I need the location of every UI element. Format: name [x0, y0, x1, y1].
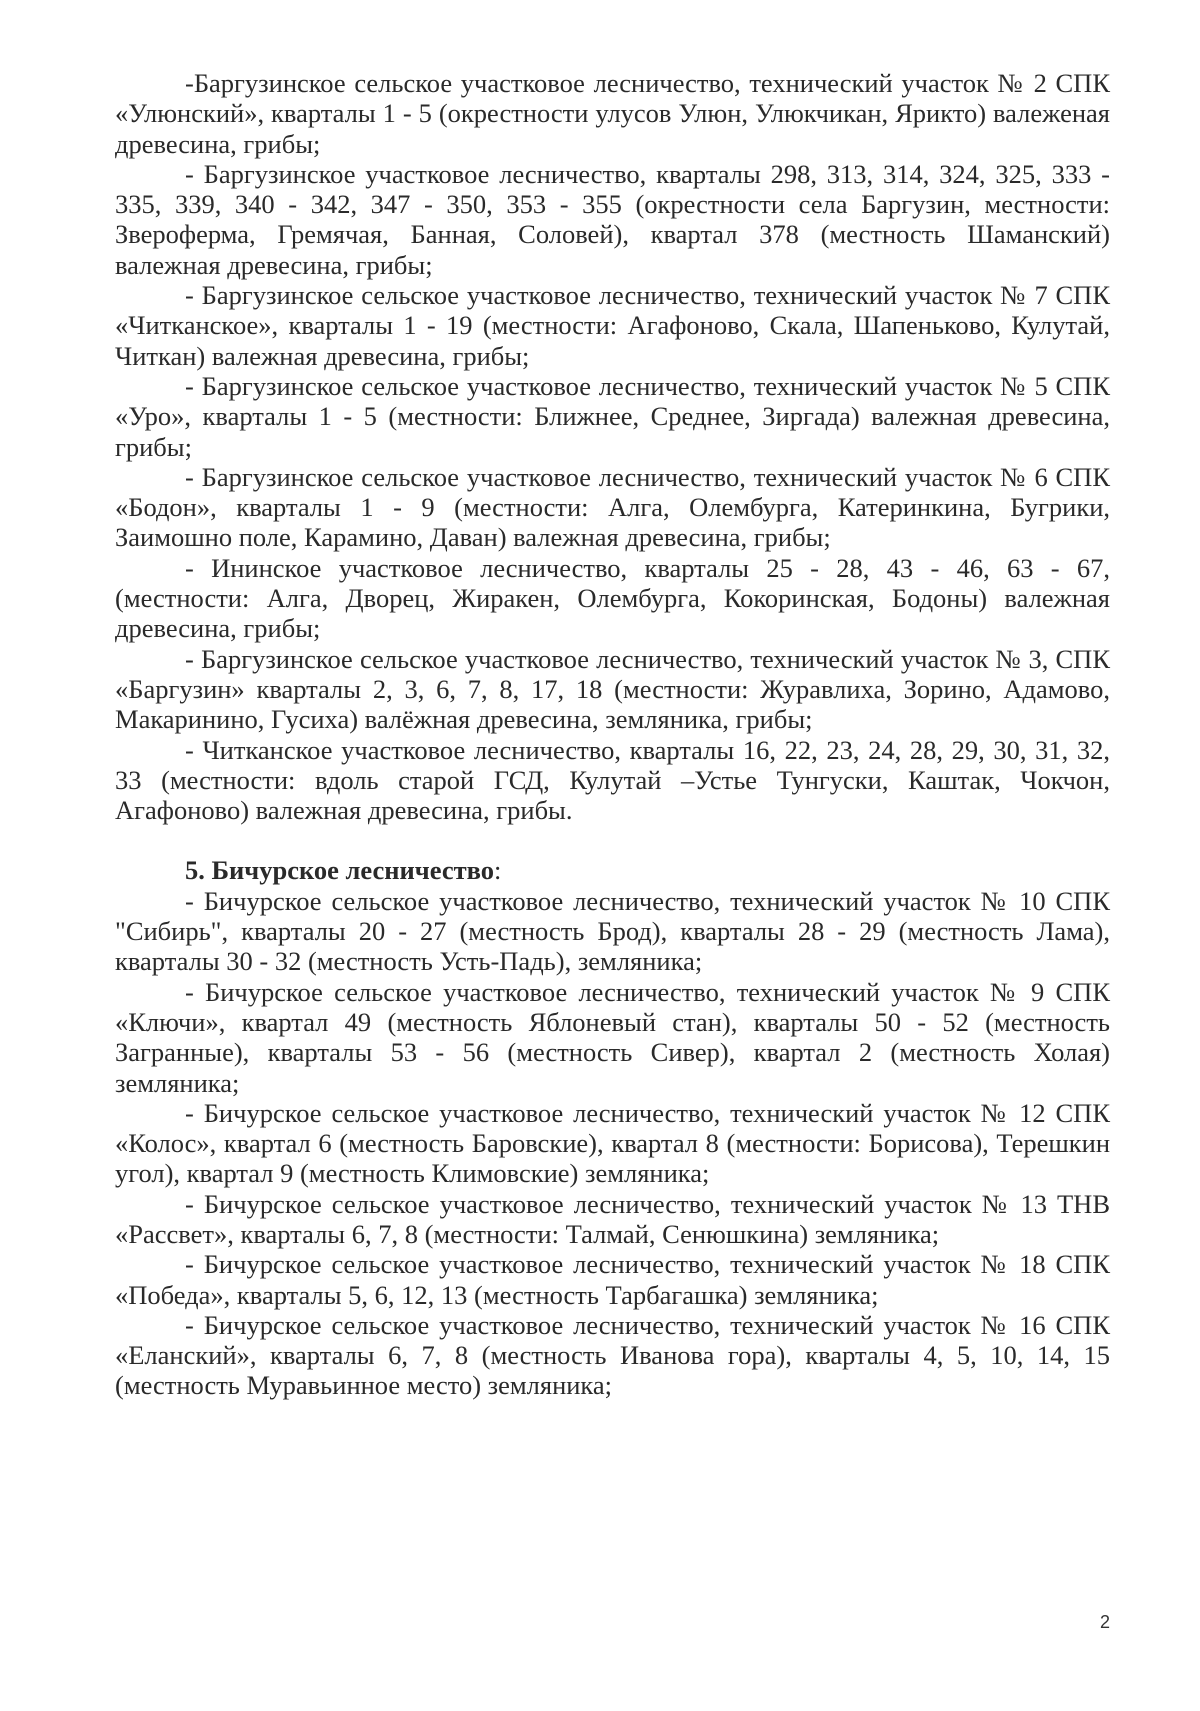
- paragraph-barguzin-uro: - Баргузинское сельское участковое лесничество, технический участок № 5 СПК «Уро», кварталы 1 - 5 (местности: Ближнее, Среднее, Зиргада) валежная древесина, грибы;: [115, 370, 1110, 462]
- section-4-continued: [115, 68, 1110, 825]
- section-5-title: 5. Бичурское лесничество: [185, 855, 494, 886]
- paragraph-bichur-rassvet: - Бичурское сельское участковое лесничество, технический участок № 13 ТНВ «Рассвет», кварталы 6, 7, 8 (местности: Талмай, Сенюшкина) земляника;: [115, 1188, 1110, 1249]
- paragraph-bichur-pobeda: - Бичурское сельское участковое лесничество, технический участок № 18 СПК «Победа», кварталы 5, 6, 12, 13 (местность Тарбагашка) земляника;: [115, 1249, 1110, 1310]
- paragraph-barguzin-bodon: - Баргузинское сельское участковое лесничество, технический участок № 6 СПК «Бодон», кварталы 1 - 9 (местности: Алга, Олембурга, Катеринкина, Бугрики, Заимошно поле, Карамино, Даван) валежная древесина, грибы;: [115, 461, 1110, 553]
- paragraph-ininskoe: - Ининское участковое лесничество, кварталы 25 - 28, 43 - 46, 63 - 67, (местности: Алга, Дворец, Жиракен, Олембурга, Кокоринская, Бодоны) валежная древесина, грибы;: [115, 552, 1110, 644]
- paragraph-barguzin-uchastkovoe: - Баргузинское участковое лесничество, кварталы 298, 313, 314, 324, 325, 333 - 335, 339, 340 - 342, 347 - 350, 353 - 355 (окрестности села Баргузин, местности: Звероферма, Гремячая, Банная, Соловей), квартал 378 (местность Шаманский) валежная древесина, грибы;: [115, 158, 1110, 280]
- page-number: 2: [1099, 1612, 1110, 1632]
- paragraph-barguzin-chitkanskoe: - Баргузинское сельское участковое лесничество, технический участок № 7 СПК «Читканское», кварталы 1 - 19 (местности: Агафоново, Скала, Шапеньково, Кулутай, Читкан) валежная древесина, грибы;: [115, 280, 1110, 371]
- section-5-colon: :: [493, 855, 502, 886]
- section-5-body: [115, 886, 1110, 1401]
- document-page: [115, 68, 1110, 1401]
- paragraph-barguzin-ulyunsky: -Баргузинское сельское участковое лесничество, технический участок № 2 СПК «Улюнский», кварталы 1 - 5 (окрестности улусов Улюн, Улюкчикан, Ярикто) валеженая древесина, грибы;: [115, 68, 1110, 159]
- paragraph-bichur-klyuchi: - Бичурское сельское участковое лесничество, технический участок № 9 СПК «Ключи», квартал 49 (местность Яблоневый стан), кварталы 50 - 52 (местность Загранные), кварталы 53 - 56 (местность Сивер), квартал 2 (местность Холая) земляника;: [115, 976, 1110, 1098]
- paragraph-bichur-sibir: - Бичурское сельское участковое лесничество, технический участок № 10 СПК "Сибирь", кварталы 20 - 27 (местность Брод), кварталы 28 - 29 (местность Лама), кварталы 30 - 32 (местность Усть-Падь), земляника;: [115, 885, 1110, 977]
- paragraph-bichur-kolos: - Бичурское сельское участковое лесничество, технический участок № 12 СПК «Колос», квартал 6 (местность Баровские), квартал 8 (местности: Борисова), Терешкин угол), квартал 9 (местность Климовские) земляника;: [115, 1097, 1110, 1189]
- section-5-heading: [115, 855, 1110, 885]
- paragraph-bichur-elansky: - Бичурское сельское участковое лесничество, технический участок № 16 СПК «Еланский», кварталы 6, 7, 8 (местность Иванова гора), кварталы 4, 5, 10, 14, 15 (местность Муравьинное место) земляника;: [115, 1309, 1110, 1401]
- paragraph-chitkanskoe: - Читканское участковое лесничество, кварталы 16, 22, 23, 24, 28, 29, 30, 31, 32, 33 (местности: вдоль старой ГСД, Кулутай –Устье Тунгуски, Каштак, Чокчон, Агафоново) валежная древесина, грибы.: [115, 734, 1110, 826]
- paragraph-barguzin-spk-barguzin: - Баргузинское сельское участковое лесничество, технический участок № 3, СПК «Баргузин» кварталы 2, 3, 6, 7, 8, 17, 18 (местности: Журавлиха, Зорино, Адамово, Макаринино, Гусиха) валёжная древесина, земляника, грибы;: [115, 643, 1110, 735]
